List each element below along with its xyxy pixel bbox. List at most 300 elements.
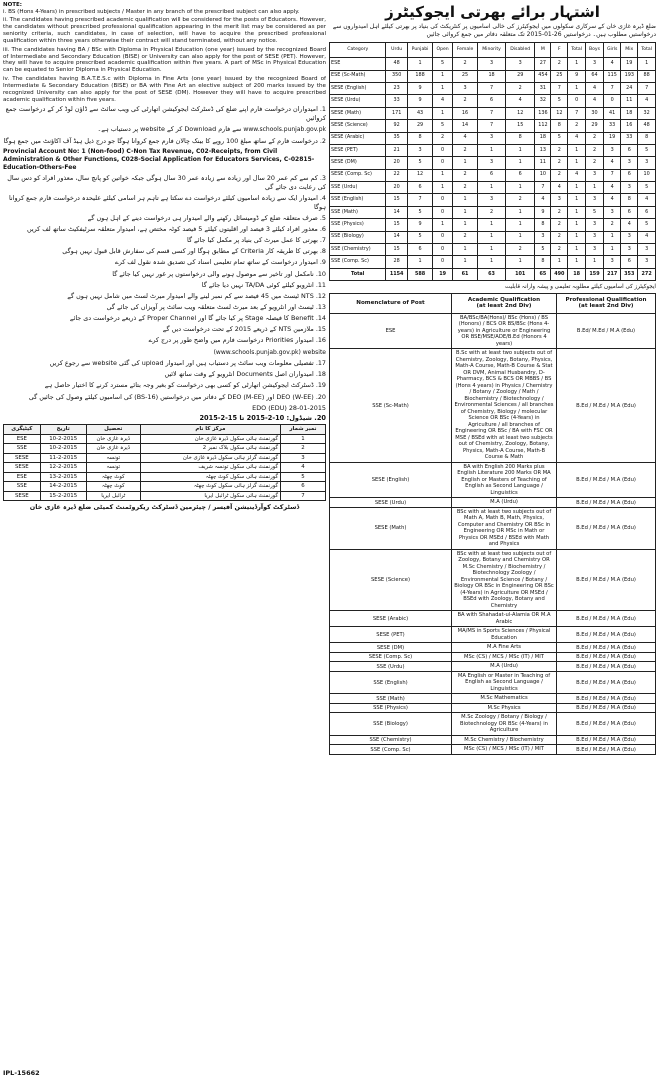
qual-post: SESE (English) bbox=[330, 462, 452, 498]
vacancy-count: 11 bbox=[535, 157, 551, 169]
schedule-no: 6 bbox=[281, 482, 326, 491]
vacancy-count: 2 bbox=[452, 144, 477, 156]
vacancy-count: 2 bbox=[551, 157, 568, 169]
vacancy-total: 490 bbox=[551, 268, 568, 280]
vacancy-count: 8 bbox=[535, 256, 551, 268]
vacancy-category: ESE bbox=[330, 58, 386, 70]
vacancy-count: 3 bbox=[585, 244, 603, 256]
vacancy-count: 48 bbox=[386, 58, 407, 70]
vacancy-count: 4 bbox=[505, 95, 535, 107]
vacancy-count: 29 bbox=[407, 120, 432, 132]
vacancy-count: 14 bbox=[452, 120, 477, 132]
vacancy-count: 4 bbox=[638, 95, 656, 107]
vacancy-count: 2 bbox=[505, 82, 535, 94]
schedule-center: گورنمنٹ گرلز ہائی سکول ڈیرہ غازی خان bbox=[140, 453, 280, 462]
vacancy-category: SSE (Physics) bbox=[330, 219, 386, 231]
vacancy-count: 1 bbox=[585, 256, 603, 268]
ad-title: اشتہار برائے بھرتی ایجوکیٹرز bbox=[385, 3, 600, 21]
vacancy-row bbox=[330, 107, 656, 119]
qual-professional: B.Ed / M.Ed / M.A (Edu) bbox=[557, 662, 656, 672]
account-head: Provincial Account No: 1 (Non-food) C-Non Tax Revenue, C02-Receipts, from Civil Administration & Other Functions, C028-Social Application for Educators Services, C-02815-Education-Others-Fee bbox=[3, 147, 315, 171]
signature: ڈسٹرکٹ کوآرڈینیشن آفیسر / چیئرمین ڈسٹرکٹ ریکروٹمنٹ کمیٹی ضلع ڈیرہ غازی خان bbox=[29, 503, 300, 512]
qual-post: SSE (Biology) bbox=[330, 713, 452, 736]
vacancy-header: Minority bbox=[478, 43, 506, 58]
edo-line: EDO (EDU) 28-01-2015 bbox=[252, 403, 326, 412]
schedule-center: گورنمنٹ گرلز ہائی سکول کوٹ چھٹہ bbox=[140, 482, 280, 491]
qual-academic: BSc with at least two subjects out of Math A, Math B, Math, Physics, Computer and Chemistry OR BSc in Engineering OR MSc in Math or Physics OR MSEd / BSEd with Math and Physics bbox=[452, 507, 557, 549]
vacancy-header: Disabled bbox=[505, 43, 535, 58]
vacancy-count: 171 bbox=[386, 107, 407, 119]
vacancy-count: 11 bbox=[621, 95, 638, 107]
vacancy-total: 61 bbox=[452, 268, 477, 280]
schedule-row bbox=[4, 491, 326, 500]
vacancy-count: 9 bbox=[568, 70, 586, 82]
left-column bbox=[3, 2, 326, 1080]
vacancy-count: 1 bbox=[551, 256, 568, 268]
qual-post: SSE (Math) bbox=[330, 694, 452, 704]
vacancy-row bbox=[330, 120, 656, 132]
vacancy-count: 32 bbox=[535, 95, 551, 107]
vacancy-count: 1 bbox=[568, 219, 586, 231]
schedule-row bbox=[4, 434, 326, 443]
vacancy-count: 4 bbox=[604, 194, 621, 206]
vacancy-count: 5 bbox=[407, 231, 432, 243]
vacancy-row bbox=[330, 244, 656, 256]
vacancy-category: SSE (English) bbox=[330, 194, 386, 206]
vacancy-count: 9 bbox=[407, 82, 432, 94]
vacancy-count: 35 bbox=[386, 132, 407, 144]
qualification-row bbox=[330, 652, 656, 662]
vacancy-header: M bbox=[535, 43, 551, 58]
vacancy-count: 7 bbox=[535, 182, 551, 194]
vacancy-count: 7 bbox=[638, 82, 656, 94]
vacancy-count: 19 bbox=[621, 58, 638, 70]
qual-professional: B.Ed / M.Ed / M.A (Edu) bbox=[557, 627, 656, 643]
vacancy-count: 1 bbox=[568, 182, 586, 194]
qual-academic: M.A Fine Arts bbox=[452, 643, 557, 653]
vacancy-count: 19 bbox=[604, 132, 621, 144]
schedule-no: 3 bbox=[281, 453, 326, 462]
qual-academic: M.Sc Mathematics bbox=[452, 694, 557, 704]
vacancy-row bbox=[330, 182, 656, 194]
qual-professional: B.Ed / M.Ed / M.A (Edu) bbox=[557, 671, 656, 694]
vacancy-header: Boys bbox=[585, 43, 603, 58]
vacancy-count: 2 bbox=[551, 206, 568, 218]
vacancy-count: 1 bbox=[478, 244, 506, 256]
website-link[interactable]: www.schools.punjab.gov.pk bbox=[243, 126, 326, 134]
qual-professional: B.Ed / M.Ed / M.A (Edu) bbox=[557, 703, 656, 713]
qual-header-prof bbox=[557, 293, 656, 313]
qual-post: SSE (Physics) bbox=[330, 703, 452, 713]
vacancy-count: 21 bbox=[386, 144, 407, 156]
vacancy-count: 7 bbox=[478, 82, 506, 94]
vacancy-count: 4 bbox=[604, 58, 621, 70]
instruction-18: 18. امیدواران اصل Documents انٹرویو کے وقت ساتھ لائیں bbox=[164, 370, 326, 379]
vacancy-count: 1 bbox=[604, 244, 621, 256]
vacancy-count: 14 bbox=[386, 231, 407, 243]
schedule-title: 20. شیڈول: 10-2-2015 تا 15-2-2015 bbox=[199, 414, 326, 423]
vacancy-count: 1 bbox=[452, 219, 477, 231]
vacancy-count: 1 bbox=[452, 206, 477, 218]
ipl-number: IPL-15662 bbox=[3, 1069, 40, 1078]
vacancy-total: 63 bbox=[478, 268, 506, 280]
vacancy-count: 1 bbox=[505, 182, 535, 194]
vacancy-count: 33 bbox=[621, 132, 638, 144]
vacancy-row bbox=[330, 169, 656, 181]
instruction-17-website bbox=[3, 348, 326, 357]
vacancy-category: ESE (Sc-Math) bbox=[330, 70, 386, 82]
vacancy-count: 4 bbox=[551, 182, 568, 194]
vacancy-count: 6 bbox=[621, 206, 638, 218]
vacancy-count: 29 bbox=[505, 70, 535, 82]
vacancy-count: 454 bbox=[535, 70, 551, 82]
vacancy-count: 48 bbox=[638, 120, 656, 132]
vacancy-count: 1 bbox=[505, 144, 535, 156]
qual-header-acad bbox=[452, 293, 557, 313]
qualification-row bbox=[330, 694, 656, 704]
vacancy-count: 2 bbox=[551, 58, 568, 70]
qualification-row bbox=[330, 745, 656, 755]
vacancy-count: 8 bbox=[407, 132, 432, 144]
vacancy-count: 188 bbox=[407, 70, 432, 82]
schedule-date: 13-2-2015 bbox=[40, 472, 86, 481]
website-link-2[interactable]: (www.schools.punjab.gov.pk) website bbox=[213, 348, 326, 356]
vacancy-category: SSE (Urdu) bbox=[330, 182, 386, 194]
qual-academic: B.Sc with at least two subjects out of Chemistry, Zoology, Botany, Physics, Math-A Course, Math-B Course & Stat OR DVM, Animal Husbandry, D-Pharmacy, BCS & BCS OR MBBS / BS (Hons 4 years) in Physics / Chemistry / Botany / Zoology / Math / Biochemistry / Biotechnology / Environmental Sciences / all branches of Chemistry, Biology / molecular Science OR BSc (4-Years) in Agriculture / all branches of Engineering OR BSc / BA with FSC OR MSE / BSEd with at least two subjects out of Chemistry, Zoology, Botany, Physics, Math-A Course, Math-B Course & Math bbox=[452, 349, 557, 463]
vacancy-count: 2 bbox=[452, 169, 477, 181]
qualification-row bbox=[330, 662, 656, 672]
vacancy-count: 112 bbox=[535, 120, 551, 132]
vacancy-total: 19 bbox=[433, 268, 453, 280]
schedule-center: گورنمنٹ ہائی سکول ٹرائبل ایریا bbox=[140, 491, 280, 500]
vacancy-row bbox=[330, 194, 656, 206]
vacancy-count: 5 bbox=[407, 206, 432, 218]
qual-professional: B.Ed / M.Ed / M.A (Edu) bbox=[557, 735, 656, 745]
vacancy-count: 22 bbox=[386, 169, 407, 181]
qual-professional: B.Ed / M.Ed / M.A (Edu) bbox=[557, 643, 656, 653]
vacancy-count: 3 bbox=[551, 194, 568, 206]
vacancy-count: 1 bbox=[433, 82, 453, 94]
qualification-row bbox=[330, 507, 656, 549]
vacancy-count: 15 bbox=[505, 120, 535, 132]
vacancy-count: 3 bbox=[638, 256, 656, 268]
vacancy-count: 1 bbox=[407, 58, 432, 70]
schedule-date: 11-2-2015 bbox=[40, 453, 86, 462]
qual-professional: B.Ed / M.Ed / M.A (Edu) bbox=[557, 652, 656, 662]
qualification-table bbox=[329, 293, 656, 755]
vacancy-total: 65 bbox=[535, 268, 551, 280]
vacancy-count: 2 bbox=[551, 169, 568, 181]
qual-academic: MA English or Master in Teaching of English as Second Language / Linguistics bbox=[452, 671, 557, 694]
vacancy-count: 43 bbox=[407, 107, 432, 119]
vacancy-count: 2 bbox=[551, 219, 568, 231]
vacancy-count: 1 bbox=[505, 157, 535, 169]
vacancy-count: 15 bbox=[386, 244, 407, 256]
vacancy-count: 33 bbox=[386, 95, 407, 107]
vacancy-header-row bbox=[330, 43, 656, 58]
instruction-14: 14. Benefit کا فیصلہ Stage پر کیا جائے گا اور Proper Channel کے ذریعے درخواست دی جائے bbox=[69, 314, 326, 323]
vacancy-count: 6 bbox=[478, 95, 506, 107]
vacancy-count: 1 bbox=[433, 107, 453, 119]
instruction-3: 3. کم سے کم عمر 20 سال اور زیادہ سے زیادہ عمر 30 سال ہوگی جبکہ خواتین کو پانچ سال، معذور افراد کو دس سال کی رعایت دی جائے گی bbox=[7, 174, 326, 191]
qual-post: SESE (PET) bbox=[330, 627, 452, 643]
qual-post: SESE (Math) bbox=[330, 507, 452, 549]
right-column bbox=[329, 2, 656, 1080]
schedule-no: 2 bbox=[281, 444, 326, 453]
qual-academic: M.A (Urdu) bbox=[452, 498, 557, 508]
schedule-row bbox=[4, 472, 326, 481]
schedule-no: 5 bbox=[281, 472, 326, 481]
qual-professional: B.Ed / M.Ed / M.A (Edu) bbox=[557, 498, 656, 508]
vacancy-count: 6 bbox=[621, 256, 638, 268]
qualification-row bbox=[330, 713, 656, 736]
vacancy-count: 1 bbox=[452, 244, 477, 256]
vacancy-count: 1 bbox=[478, 219, 506, 231]
vacancy-count: 20 bbox=[386, 182, 407, 194]
vacancy-count: 6 bbox=[478, 169, 506, 181]
vacancy-count: 32 bbox=[638, 107, 656, 119]
qual-academic: BSc with at least two subjects out of Zoology, Botany and Chemistry OR M.Sc Chemistry / Biochemistry / Biotechnology Zoology / Environmental Science / Botany / Biology OR BSc in Engineering OR BSc (4-Years) in Agriculture OR MSEd / BSEd with Zoology, Botany and Chemistry bbox=[452, 549, 557, 611]
schedule-tehsil: ٹرائبل ایریا bbox=[86, 491, 140, 500]
vacancy-total-row bbox=[330, 268, 656, 280]
qualification-row bbox=[330, 349, 656, 463]
vacancy-count: 1 bbox=[478, 256, 506, 268]
vacancy-count: 12 bbox=[407, 169, 432, 181]
vacancy-category: SESE (DM) bbox=[330, 157, 386, 169]
vacancy-count: 1 bbox=[568, 144, 586, 156]
vacancy-count: 30 bbox=[585, 107, 603, 119]
vacancy-count: 1 bbox=[604, 231, 621, 243]
vacancy-count: 8 bbox=[551, 120, 568, 132]
qual-header-post bbox=[330, 293, 452, 313]
vacancy-count: 3 bbox=[452, 82, 477, 94]
schedule-date: 14-2-2015 bbox=[40, 482, 86, 491]
schedule-category: SESE bbox=[4, 453, 41, 462]
vacancy-category: SESE (PET) bbox=[330, 144, 386, 156]
vacancy-row bbox=[330, 206, 656, 218]
vacancy-count: 3 bbox=[604, 206, 621, 218]
vacancy-count: 33 bbox=[604, 120, 621, 132]
qual-post: SESE (Urdu) bbox=[330, 498, 452, 508]
schedule-no: 7 bbox=[281, 491, 326, 500]
vacancy-count: 1 bbox=[505, 219, 535, 231]
instruction-6: 6. معذور افراد کیلئے 3 فیصد اور اقلیتوں کیلئے 5 فیصد کوٹہ مختص ہے، امیدوار متعلقہ سرٹیفکیٹ ساتھ لف کریں bbox=[26, 225, 326, 233]
qual-post: SESE (DM) bbox=[330, 643, 452, 653]
schedule-center: گورنمنٹ ہائی سکول تونسہ شریف bbox=[140, 463, 280, 472]
vacancy-count: 1 bbox=[568, 231, 586, 243]
vacancy-count: 193 bbox=[621, 70, 638, 82]
vacancy-count: 3 bbox=[585, 194, 603, 206]
vacancy-count: 2 bbox=[551, 231, 568, 243]
instruction-17: 17. تفصیلی معلومات ویب سائٹ پر دستیاب ہیں اور امیدوار upload کی گئی website سے رجوع کریں bbox=[49, 359, 326, 368]
vacancy-category: SESE (English) bbox=[330, 82, 386, 94]
vacancy-count: 5 bbox=[638, 219, 656, 231]
vacancy-count: 29 bbox=[585, 120, 603, 132]
vacancy-count: 3 bbox=[604, 144, 621, 156]
qual-professional: B.Ed / M.Ed / M.A (Edu) bbox=[557, 611, 656, 627]
vacancy-total: 159 bbox=[585, 268, 603, 280]
vacancy-count: 10 bbox=[638, 169, 656, 181]
vacancy-count: 2 bbox=[585, 132, 603, 144]
qual-post: SSE (English) bbox=[330, 671, 452, 694]
vacancy-count: 4 bbox=[638, 231, 656, 243]
qual-post: SSE (Chemistry) bbox=[330, 735, 452, 745]
instruction-12: 12. NTS ٹیسٹ میں 45 فیصد سے کم نمبر لینے والے امیدوار میرٹ لسٹ میں شامل نہیں ہوں گے bbox=[67, 291, 326, 300]
vacancy-total: 1154 bbox=[386, 268, 407, 280]
vacancy-count: 5 bbox=[407, 157, 432, 169]
vacancy-category: SESE (Math) bbox=[330, 107, 386, 119]
vacancy-count: 1 bbox=[585, 182, 603, 194]
vacancy-count: 6 bbox=[407, 182, 432, 194]
vacancy-count: 10 bbox=[535, 169, 551, 181]
vacancy-row bbox=[330, 70, 656, 82]
vacancy-count: 4 bbox=[621, 219, 638, 231]
instruction-20: 20. DEO (W-EE) اور DEO (M-EE) کے دفاتر میں درخواستیں (BS-16) کی اسامیوں کیلئے وصول کی جائیں گی bbox=[28, 392, 326, 401]
vacancy-row bbox=[330, 132, 656, 144]
qual-academic: MSc (CS) / MCS / MSc (IT) / MIT bbox=[452, 652, 557, 662]
vacancy-count: 2 bbox=[551, 244, 568, 256]
vacancy-count: 3 bbox=[505, 58, 535, 70]
vacancy-count: 0 bbox=[604, 95, 621, 107]
vacancy-category: SESE (Urdu) bbox=[330, 95, 386, 107]
vacancy-header: Category bbox=[330, 43, 386, 58]
vacancy-row bbox=[330, 157, 656, 169]
vacancy-count: 4 bbox=[568, 169, 586, 181]
vacancy-count: 1 bbox=[568, 244, 586, 256]
vacancy-count: 13 bbox=[535, 144, 551, 156]
qual-academic: M.A (Urdu) bbox=[452, 662, 557, 672]
vacancy-category: SESE (Arabic) bbox=[330, 132, 386, 144]
qual-professional: B.Ed / M.Ed / M.A (Edu) bbox=[557, 549, 656, 611]
qual-professional: B.Ed / M.Ed / M.A (Edu) bbox=[557, 507, 656, 549]
vacancy-count: 28 bbox=[386, 256, 407, 268]
vacancy-count: 2 bbox=[585, 157, 603, 169]
vacancy-count: 5 bbox=[433, 58, 453, 70]
vacancy-count: 16 bbox=[621, 120, 638, 132]
vacancy-count: 1 bbox=[568, 194, 586, 206]
vacancy-count: 15 bbox=[386, 194, 407, 206]
vacancy-count: 1 bbox=[478, 231, 506, 243]
qual-professional: B.Ed / M.Ed / M.A (Edu) bbox=[557, 462, 656, 498]
vacancy-count: 0 bbox=[433, 157, 453, 169]
vacancy-category: SESE (Comp. Sc) bbox=[330, 169, 386, 181]
schedule-date: 10-2-2015 bbox=[40, 434, 86, 443]
qualification-row bbox=[330, 735, 656, 745]
schedule-category: ESE bbox=[4, 472, 41, 481]
vacancy-count: 5 bbox=[551, 132, 568, 144]
vacancy-header: Female bbox=[452, 43, 477, 58]
instruction-7: 7. بھرتی کا عمل میرٹ کی بنیاد پر مکمل کیا جائے گا bbox=[187, 236, 326, 245]
vacancy-count: 0 bbox=[433, 256, 453, 268]
vacancy-count: 88 bbox=[638, 70, 656, 82]
note-1: i. BS (Hons 4-Years) in prescribed subjects / Master in any branch of the prescribed subject can also apply. bbox=[3, 8, 300, 15]
vacancy-count: 3 bbox=[621, 157, 638, 169]
vacancy-count: 8 bbox=[638, 132, 656, 144]
vacancy-count: 0 bbox=[568, 95, 586, 107]
vacancy-count: 3 bbox=[585, 231, 603, 243]
vacancy-count: 2 bbox=[604, 219, 621, 231]
vacancy-count: 92 bbox=[386, 120, 407, 132]
vacancy-count: 9 bbox=[407, 95, 432, 107]
qualification-row bbox=[330, 671, 656, 694]
vacancy-count: 7 bbox=[407, 194, 432, 206]
vacancy-count: 23 bbox=[386, 82, 407, 94]
vacancy-count: 25 bbox=[551, 70, 568, 82]
vacancy-count: 6 bbox=[621, 144, 638, 156]
vacancy-count: 5 bbox=[433, 120, 453, 132]
vacancy-row bbox=[330, 231, 656, 243]
vacancy-count: 3 bbox=[638, 244, 656, 256]
vacancy-count: 0 bbox=[433, 206, 453, 218]
vacancy-count: 6 bbox=[638, 206, 656, 218]
vacancy-count: 3 bbox=[478, 157, 506, 169]
vacancy-count: 4 bbox=[604, 157, 621, 169]
vacancy-count: 16 bbox=[452, 107, 477, 119]
schedule-header-row bbox=[4, 425, 326, 434]
vacancy-count: 7 bbox=[478, 120, 506, 132]
vacancy-count: 3 bbox=[621, 244, 638, 256]
vacancy-total: 101 bbox=[505, 268, 535, 280]
vacancy-header: Total bbox=[638, 43, 656, 58]
vacancy-header: Punjabi bbox=[407, 43, 432, 58]
vacancy-count: 4 bbox=[638, 194, 656, 206]
qual-post: ESE bbox=[330, 313, 452, 349]
vacancy-count: 1 bbox=[568, 157, 586, 169]
vacancy-count: 1 bbox=[505, 256, 535, 268]
vacancy-count: 1 bbox=[407, 256, 432, 268]
vacancy-count: 1 bbox=[638, 58, 656, 70]
vacancy-count: 1 bbox=[452, 256, 477, 268]
schedule-center: گورنمنٹ ہائی سکول کوٹ چھٹہ bbox=[140, 472, 280, 481]
qualification-note: ایجوکیٹرز کی اسامیوں کیلئے مطلوبہ تعلیمی و پیشہ وارانہ قابلیت bbox=[505, 284, 656, 291]
instruction-4: 4. امیدوار ایک سے زیادہ اسامیوں کیلئے درخواست دے سکتا ہے تاہم ہر اسامی کیلئے علیحدہ درخواست فارم جمع کروانا ہوگا bbox=[8, 194, 326, 211]
vacancy-header: Urdu bbox=[386, 43, 407, 58]
vacancy-count: 6 bbox=[407, 244, 432, 256]
vacancy-count: 4 bbox=[452, 132, 477, 144]
vacancy-total: 272 bbox=[638, 268, 656, 280]
qualification-row bbox=[330, 703, 656, 713]
vacancy-count: 41 bbox=[604, 107, 621, 119]
qualification-row bbox=[330, 627, 656, 643]
vacancy-count: 6 bbox=[621, 169, 638, 181]
vacancy-count: 3 bbox=[478, 194, 506, 206]
vacancy-count: 1 bbox=[433, 70, 453, 82]
vacancy-count: 1 bbox=[433, 182, 453, 194]
qual-header-acad-sub: (at least 2nd Div) bbox=[476, 303, 532, 310]
schedule-header: تاریخ bbox=[40, 425, 86, 434]
vacancy-count: 3 bbox=[585, 58, 603, 70]
vacancy-count: 2 bbox=[551, 144, 568, 156]
vacancy-count: 8 bbox=[535, 219, 551, 231]
vacancy-row bbox=[330, 219, 656, 231]
vacancy-count: 64 bbox=[585, 70, 603, 82]
qual-academic: MSc (CS) / MCS / MSc (IT) / MIT bbox=[452, 745, 557, 755]
qual-post: SSE (Urdu) bbox=[330, 662, 452, 672]
vacancy-count: 18 bbox=[478, 70, 506, 82]
qual-academic: BA with English 200 Marks plus English Literature 200 Marks OR MA English or Masters of Teaching of English as Second Language / Linguistics bbox=[452, 462, 557, 498]
schedule-tehsil: کوٹ چھٹہ bbox=[86, 482, 140, 491]
schedule-category: SESE bbox=[4, 463, 41, 472]
vacancy-row bbox=[330, 144, 656, 156]
schedule-date: 12-2-2015 bbox=[40, 463, 86, 472]
vacancy-count: 2 bbox=[452, 95, 477, 107]
vacancy-count: 1 bbox=[433, 219, 453, 231]
vacancy-count: 3 bbox=[638, 157, 656, 169]
schedule-tehsil: ڈیرہ غازی خان bbox=[86, 444, 140, 453]
vacancy-count: 7 bbox=[604, 169, 621, 181]
qual-professional: B.Ed / M.Ed / M.A (Edu) bbox=[557, 694, 656, 704]
vacancy-count: 4 bbox=[585, 82, 603, 94]
